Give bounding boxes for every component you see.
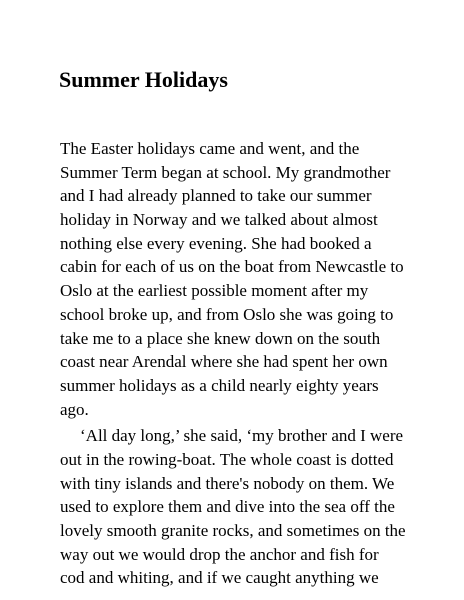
chapter-title: Summer Holidays [59, 67, 228, 92]
text-line: school broke up, and from Oslo she was going to [60, 304, 394, 324]
paragraph-1 [60, 137, 412, 421]
text-line: holiday in Norway and we talked about almost [60, 210, 378, 230]
text-line: and I had already planned to take our summer [60, 186, 372, 206]
text-line: ‘All day long,’ she said, ‘my brother and I were [80, 426, 404, 446]
text-line: nothing else every evening. She had booked a [60, 233, 372, 253]
text-line: The Easter holidays came and went, and the [60, 139, 360, 158]
text-line: coast near Arendal where she had spent her own [60, 352, 388, 372]
text-line: way out we would drop the anchor and fish for [60, 544, 379, 564]
text-line: with tiny islands and there's nobody on them. We [60, 473, 395, 493]
text-line: Summer Term began at school. My grandmother [60, 162, 391, 182]
text-line: lovely smooth granite rocks, and sometimes on the [60, 521, 406, 540]
text-line: ago. [60, 399, 89, 419]
text-line: used to explore them and dive into the sea off the [60, 497, 395, 517]
text-line: summer holidays as a child nearly eighty years [60, 375, 379, 395]
body-text [60, 137, 412, 590]
text-line: cod and whiting, and if we caught anything we [60, 568, 379, 588]
paragraph-2 [60, 424, 412, 590]
text-line: cabin for each of us on the boat from Newcastle to [60, 257, 404, 277]
text-line: out in the rowing-boat. The whole coast is dotted [60, 449, 394, 469]
text-line: take me to a place she knew down on the south [60, 328, 381, 348]
text-line: Oslo at the earliest possible moment after my [60, 281, 369, 301]
